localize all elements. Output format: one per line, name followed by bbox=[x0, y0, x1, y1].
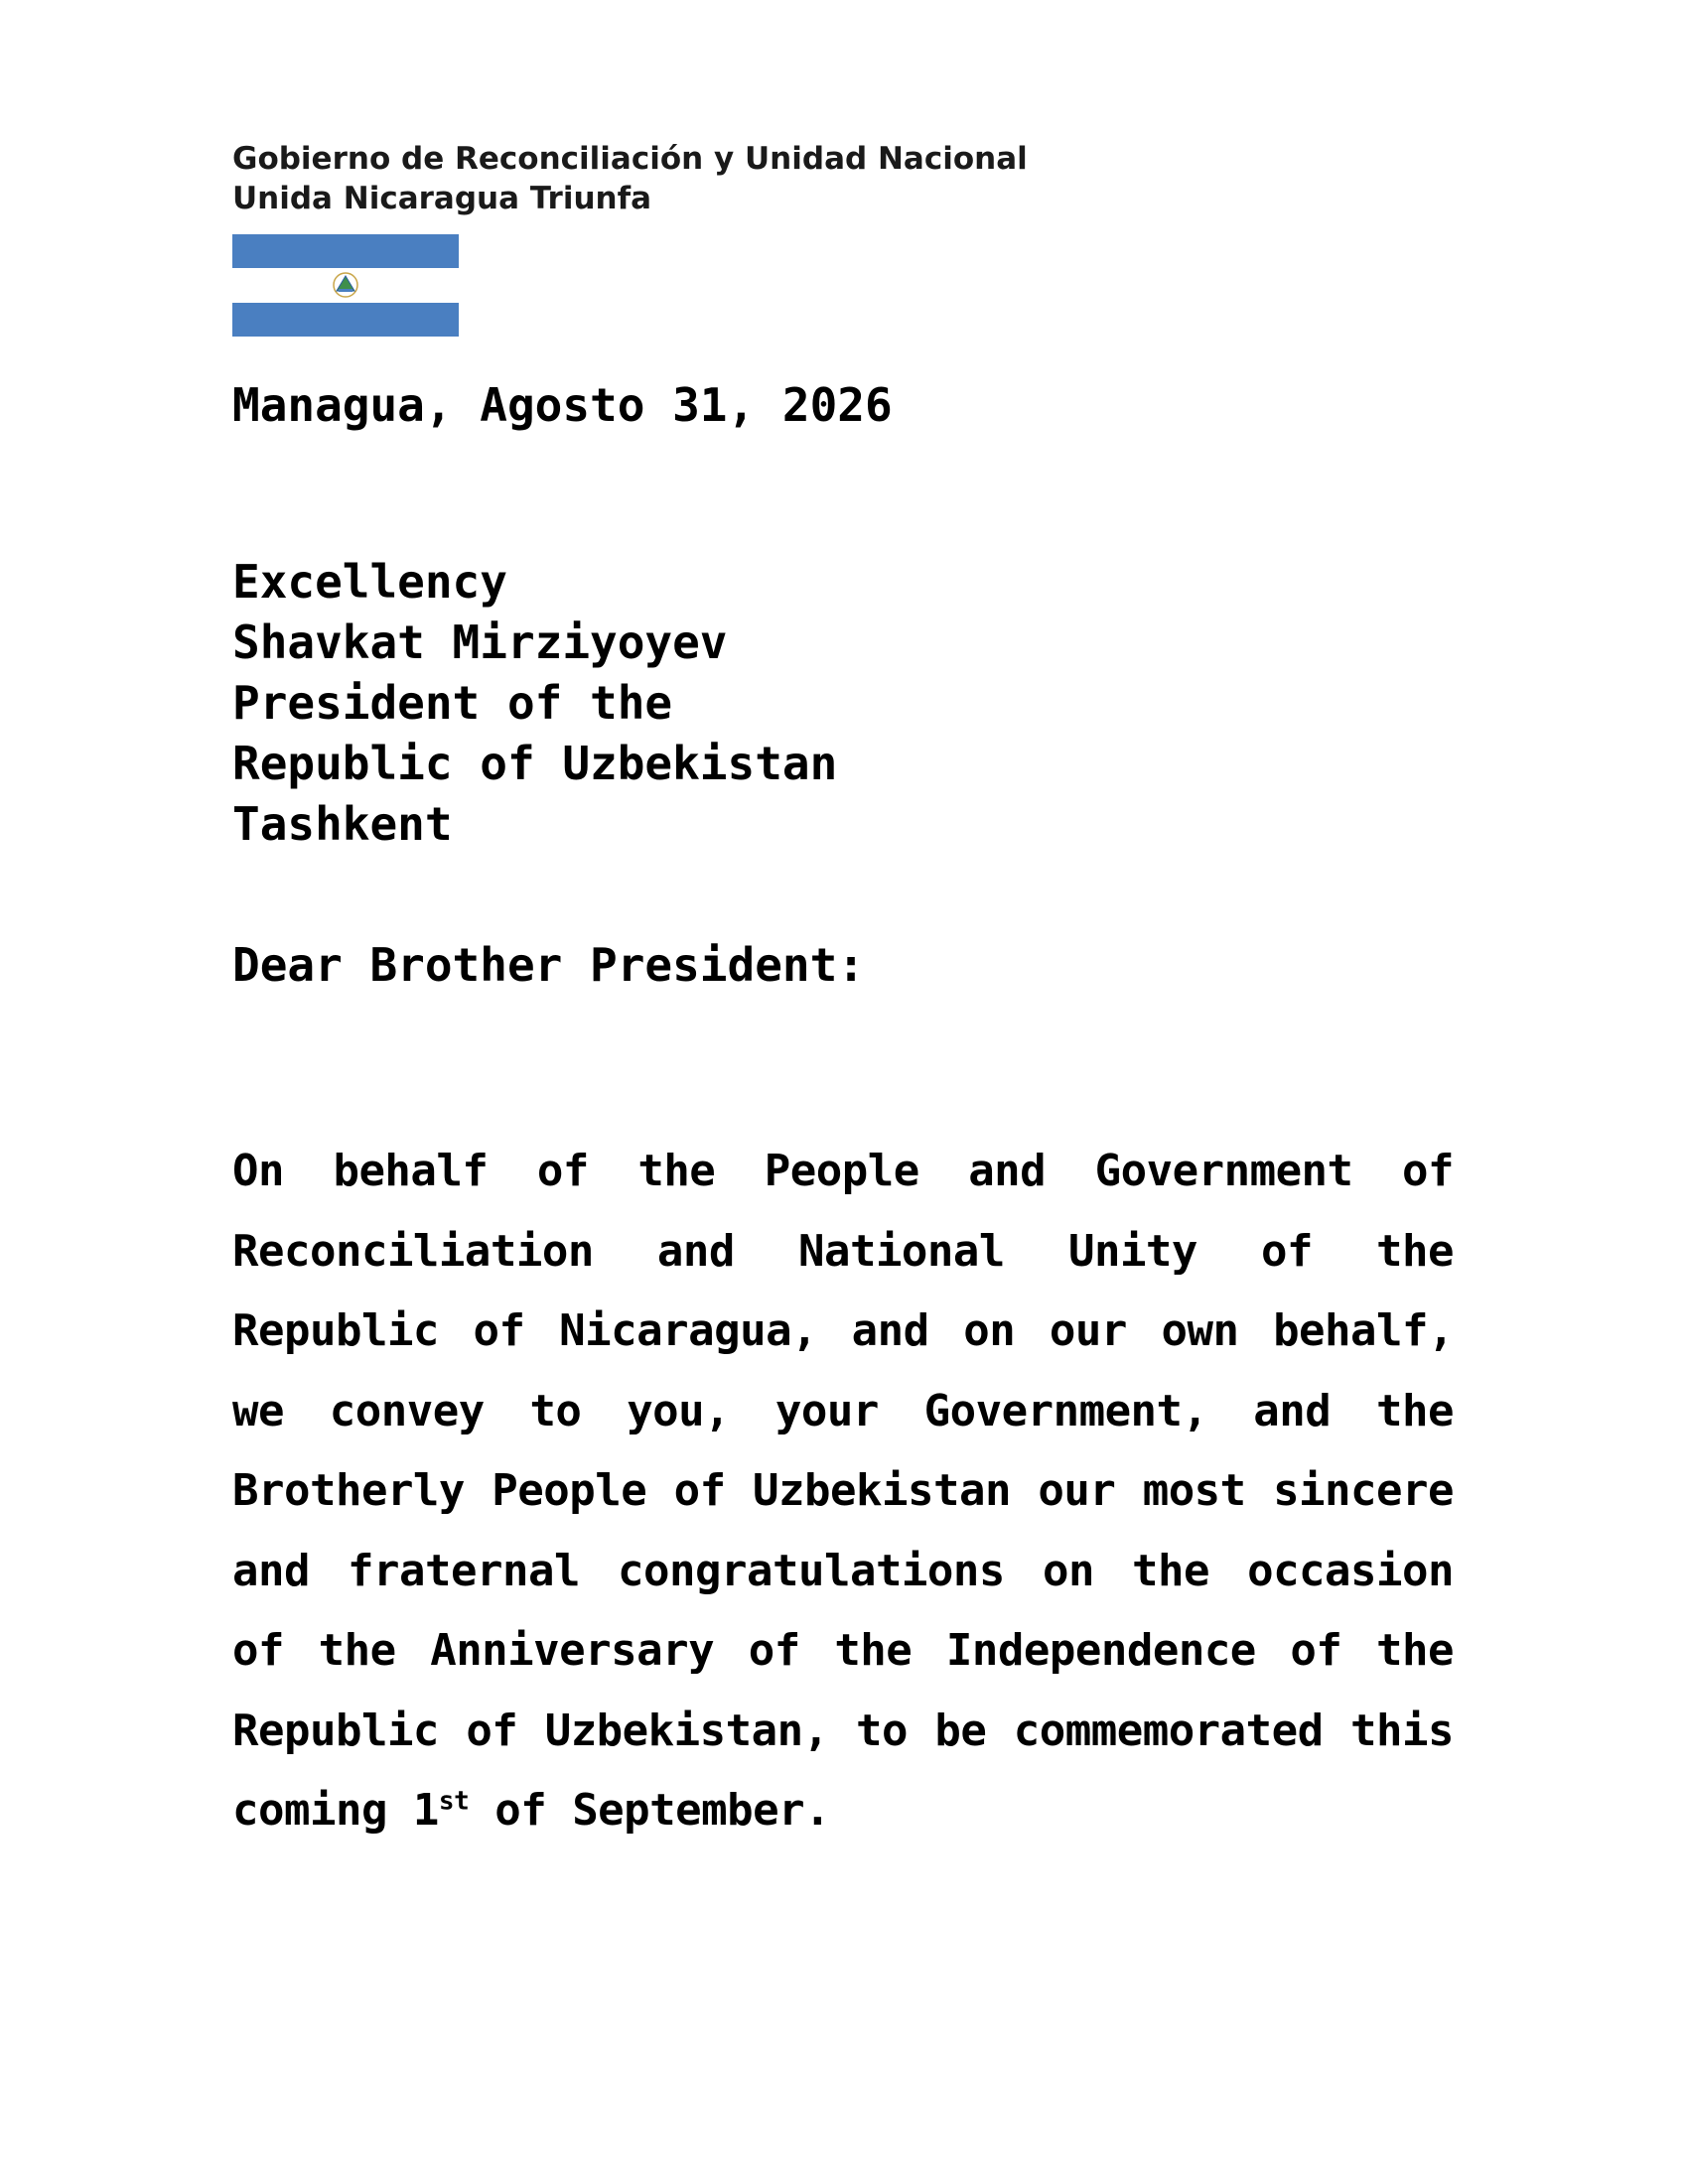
nicaragua-flag-icon bbox=[232, 234, 459, 337]
ordinal-suffix: st bbox=[438, 1786, 470, 1817]
body-paragraph bbox=[232, 1132, 1454, 1851]
flag-bottom-band bbox=[232, 303, 459, 337]
addressee-name: Shavkat Mirziyoyev bbox=[232, 615, 728, 669]
body-text: On behalf of the People and Government of Reconciliation and National Unity of the Republic of Nicaragua, and on our own behalf, we convey to you, your Government, and the Brotherly People of Uzbekistan our most sincere and fraternal congratulations on the occasion of the Anniversary of the Independence of the Republic of Uzbekistan, to be commemorated this coming 1 bbox=[232, 1146, 1454, 1836]
dateline: Managua, Agosto 31, 2026 bbox=[232, 378, 893, 432]
flag-top-band bbox=[232, 234, 459, 268]
letterhead-government: Gobierno de Reconciliación y Unidad Nacional bbox=[232, 141, 1028, 177]
addressee-city: Tashkent bbox=[232, 797, 453, 851]
addressee-position: President of the bbox=[232, 676, 673, 730]
addressee-block bbox=[232, 552, 837, 855]
letterhead bbox=[232, 139, 1028, 218]
salutation: Dear Brother President: bbox=[232, 938, 865, 992]
addressee-country: Republic of Uzbekistan bbox=[232, 737, 838, 790]
coat-of-arms-icon bbox=[330, 271, 361, 299]
letterhead-slogan: Unida Nicaragua Triunfa bbox=[232, 181, 652, 216]
addressee-title: Excellency bbox=[232, 555, 507, 609]
body-tail: of September. bbox=[469, 1785, 831, 1836]
flag-center-band bbox=[232, 268, 459, 302]
